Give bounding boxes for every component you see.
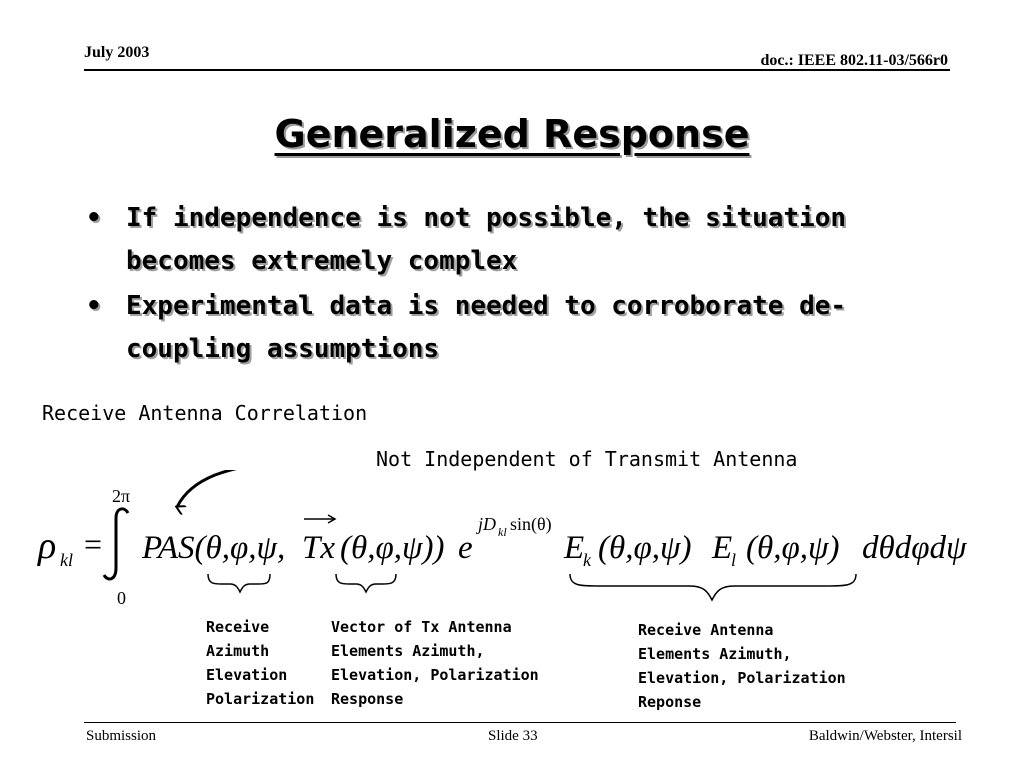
el-symbol: E <box>712 530 733 566</box>
exp-power-tail: sin(θ) <box>510 514 552 534</box>
annotation-line: Response <box>331 690 404 708</box>
annotation-line: Receive Antenna <box>638 621 774 639</box>
brace-tx-icon <box>336 574 396 592</box>
annotation-line: Elevation, Polarization <box>638 669 846 687</box>
footer-divider <box>84 722 956 723</box>
bullet-line: Experimental data is needed to corroborate de- <box>126 291 847 321</box>
bullet-dot-icon: • <box>86 203 102 233</box>
bullet-line: coupling assumptions <box>126 334 440 364</box>
annotation-line: Vector of Tx Antenna <box>331 618 512 636</box>
bullet-line: becomes extremely complex <box>126 246 518 276</box>
annotation-line: Reponse <box>638 693 702 711</box>
brace-receive-icon <box>208 574 270 592</box>
el-subscript: l <box>731 550 737 570</box>
bullet-dot-icon: • <box>86 291 102 321</box>
integral-upper-limit: 2π <box>112 486 131 506</box>
integral-lower-limit: 0 <box>117 588 126 608</box>
ek-subscript: k <box>583 550 591 570</box>
header-doc-id: doc.: IEEE 802.11-03/566r0 <box>760 52 948 69</box>
rho-subscript: kl <box>60 550 73 570</box>
annotation-line: Elements Azimuth, <box>331 642 485 660</box>
rho-symbol: ρ <box>38 525 57 567</box>
annotation-line: Elevation <box>206 666 288 684</box>
footer-authors: Baldwin/Webster, Intersil <box>808 728 962 744</box>
annotation-line: Receive <box>206 618 270 636</box>
integral-sign-icon <box>104 509 128 579</box>
bullet-line: If independence is not possible, the situation <box>126 203 847 233</box>
annotation-receive-elements <box>638 618 846 714</box>
bullet-list <box>86 197 946 373</box>
correlation-label: Receive Antenna Correlation <box>42 401 368 425</box>
equals-sign: = <box>84 526 103 562</box>
annotation-line: Azimuth <box>206 642 270 660</box>
footer-slide-number: Slide 33 <box>488 728 538 744</box>
tx-args: (θ,φ,ψ)) <box>340 530 445 566</box>
differential: dθdφdψ <box>862 530 967 566</box>
bullet-item <box>86 197 946 283</box>
annotation-receive <box>206 615 314 711</box>
exp-power: jD <box>478 514 496 534</box>
slide-title: Generalized Response <box>274 112 750 156</box>
annotation-line: Elevation, Polarization <box>331 666 539 684</box>
pas-term: PAS(θ,φ,ψ, <box>142 530 286 566</box>
annotation-line: Elements Azimuth, <box>638 645 792 663</box>
ek-args: (θ,φ,ψ) <box>598 530 692 566</box>
exp-base: e <box>458 530 473 566</box>
ek-symbol: E <box>564 530 585 566</box>
correlation-equation <box>0 470 1024 620</box>
header-date: July 2003 <box>84 44 150 61</box>
annotation-tx-vector <box>331 615 539 711</box>
tx-symbol: Tx <box>302 530 335 566</box>
header-divider <box>84 69 950 71</box>
curved-arrow-icon <box>177 470 356 507</box>
footer-submission: Submission <box>86 728 157 744</box>
not-independent-label: Not Independent of Transmit Antenna <box>376 447 798 471</box>
bullet-item <box>86 285 946 371</box>
exp-power-subscript: kl <box>498 525 507 539</box>
annotation-line: Polarization <box>206 690 315 708</box>
el-args: (θ,φ,ψ) <box>746 530 840 566</box>
brace-receive-elements-icon <box>570 574 856 600</box>
